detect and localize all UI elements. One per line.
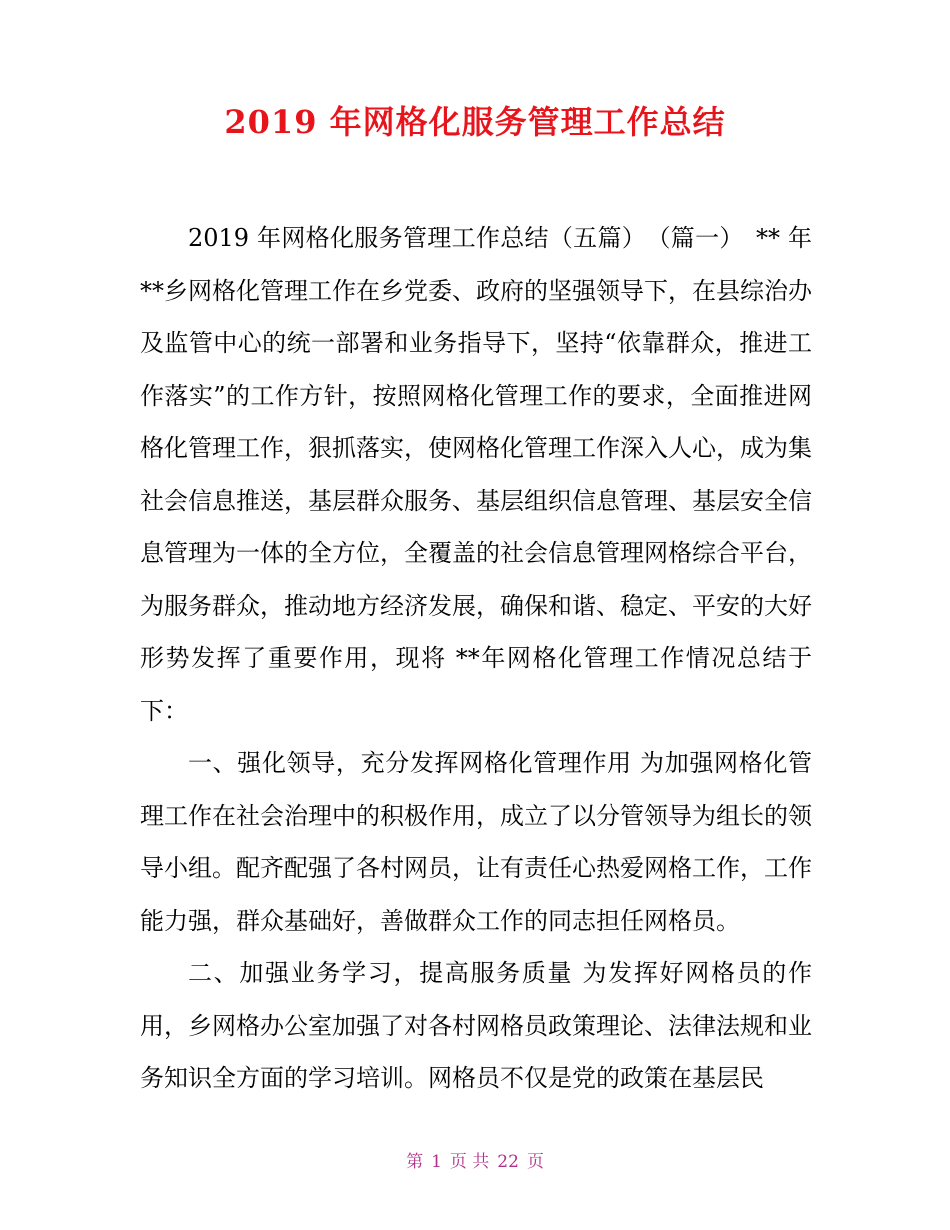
page-current: 1 [431, 1152, 442, 1172]
page-label-suffix: 页 [526, 1152, 544, 1172]
page-label-mid: 页 共 [449, 1152, 490, 1172]
paragraph-section-one: 一、强化领导，充分发挥网格化管理作用 为加强网格化管理工作在社会治理中的积极作用，成立了以分管领导为组长的领导小组。配齐配强了各村网员，让有责任心热爱网格工作，工作能力强，群众基础好，善做群众工作的同志担任网格员。 [140, 749, 812, 935]
document-title: 2019 年网格化服务管理工作总结 [224, 103, 726, 141]
paragraph-intro: 2019 年网格化服务管理工作总结（五篇） （篇一） ** 年 **乡网格化管理工作在乡党委、政府的坚强领导下，在县综治办及监管中心的统一部署和业务指导下，坚持“依靠群众，推进工作落实”的工作方针，按照网格化管理工作的要求，全面推进网格化管理工作，狠抓落实，使网格化管理工作深入人心，成为集社会信息推送，基层群众服务、基层组织信息管理、基层安全信息管理为一体的全方位，全覆盖的社会信息管理网格综合平台，为服务群众，推动地方经济发展，确保和谐、稳定、平安的大好形势发挥了重要作用，现将 **年网格化管理工作情况总结于下： [140, 224, 812, 725]
page-number-footer [0, 1150, 950, 1174]
page-label-prefix: 第 [406, 1152, 424, 1172]
document-body [140, 212, 812, 1105]
page-total: 22 [497, 1152, 519, 1172]
paragraph-section-two: 二、加强业务学习，提高服务质量 为发挥好网格员的作用，乡网格办公室加强了对各村网格员政策理论、法律法规和业务知识全方面的学习培训。网格员不仅是党的政策在基层民 [140, 959, 812, 1092]
